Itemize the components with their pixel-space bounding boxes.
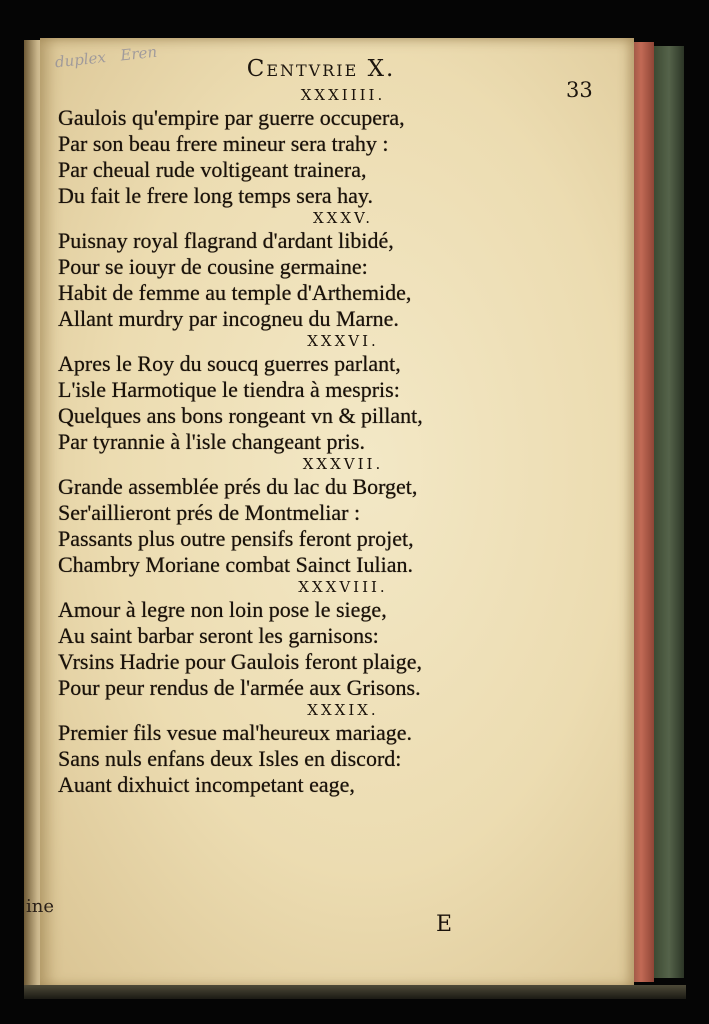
verse-line: Quelques ans bons rongeant vn & pillant, — [58, 403, 423, 428]
quatrain-numeral: XXXV. — [312, 209, 373, 227]
verse-line: Au saint barbar seront les garnisons: — [58, 623, 379, 648]
quatrain-numeral: XXXIIII. — [300, 86, 386, 104]
annotation-word: Eren — [119, 42, 158, 65]
page-edge-red — [634, 42, 654, 982]
verse-line: Auant dixhuict incompetant eage, — [58, 772, 355, 797]
verse-line: Gaulois qu'empire par guerre occupera, — [58, 105, 405, 130]
quatrain-numeral: XXXVI. — [307, 332, 379, 350]
quatrain-list — [58, 86, 558, 798]
verse-line: Par cheual rude voltigeant trainera, — [58, 157, 367, 182]
verse-line: Ser'aillieront prés de Montmeliar : — [58, 500, 361, 525]
verse-line: Amour à legre non loin pose le siege, — [58, 597, 387, 622]
verse-line: Pour peur rendus de l'armée aux Grisons. — [58, 675, 421, 700]
quatrain — [58, 455, 558, 578]
quatrain — [58, 578, 558, 701]
verse-line: L'isle Harmotique le tiendra à mespris: — [58, 377, 400, 402]
quatrain — [58, 701, 558, 798]
verse-line: Par son beau frere mineur sera trahy : — [58, 131, 389, 156]
verse-line: Grande assemblée prés du lac du Borget, — [58, 474, 418, 499]
verse-line: Pour se iouyr de cousine germaine: — [58, 254, 368, 279]
quatrain-numeral: XXXVIII. — [298, 578, 388, 596]
annotation-word: duplex — [54, 48, 107, 72]
bottom-shadow — [24, 985, 686, 999]
quatrain — [58, 332, 558, 455]
page-number: 33 — [566, 78, 593, 102]
verse-line: Apres le Roy du soucq guerres parlant, — [58, 351, 401, 376]
verse-line: Habit de femme au temple d'Arthemide, — [58, 280, 412, 305]
book-cover-edge — [654, 46, 684, 978]
quatrain — [58, 86, 558, 209]
verse-line: Allant murdry par incogneu du Marne. — [58, 306, 399, 331]
running-head: Centvrie X. — [246, 56, 396, 82]
signature-mark: E — [436, 912, 453, 937]
verse-line: Par tyrannie à l'isle changeant pris. — [58, 429, 365, 454]
quatrain-numeral: XXXVII. — [302, 455, 384, 473]
verse-line: Du fait le frere long temps sera hay. — [58, 183, 374, 208]
quatrain — [58, 209, 558, 332]
verse-line: Passants plus outre pensifs feront projet, — [58, 526, 414, 551]
bleed-through-text: ine — [26, 896, 55, 917]
verse-line: Puisnay royal flagrand d'ardant libidé, — [58, 228, 394, 253]
verse-line: Sans nuls enfans deux Isles en discord: — [58, 746, 402, 771]
quatrain-numeral: XXXIX. — [307, 701, 379, 719]
verse-line: Premier fils vesue mal'heureux mariage. — [58, 720, 412, 745]
verse-line: Vrsins Hadrie pour Gaulois feront plaige, — [58, 649, 423, 674]
verse-line: Chambry Moriane combat Sainct Iulian. — [58, 552, 413, 577]
